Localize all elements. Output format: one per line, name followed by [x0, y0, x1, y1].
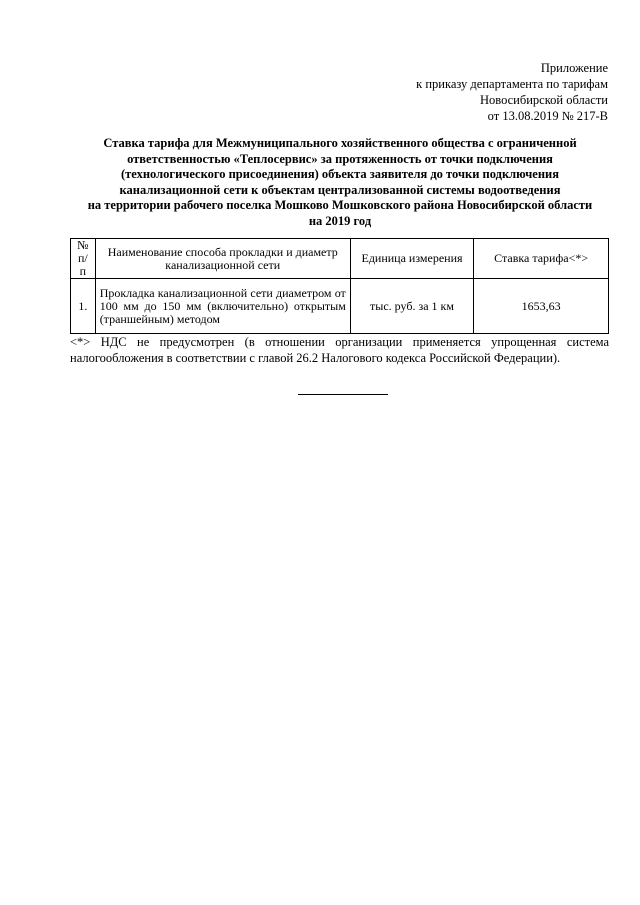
- cell-name: Прокладка канализационной сети диаметром от 100 мм до 150 мм (включительно) открытым (траншейным) методом: [95, 279, 350, 334]
- appendix-header: [308, 60, 608, 124]
- appendix-order-date: от 13.08.2019 № 217-В: [487, 109, 608, 123]
- title-line: Ставка тарифа для Межмуниципального хозяйственного общества с ограниченной: [103, 136, 577, 150]
- title-line: ответственностью «Теплосервис» за протяженность от точки подключения: [127, 151, 553, 166]
- header-unit: Единица измерения: [350, 239, 473, 279]
- tariff-table: [70, 238, 609, 334]
- appendix-line: к приказу департамента по тарифам: [416, 77, 608, 91]
- title-line: на территории рабочего поселка Мошково Мошковского района Новосибирской области: [87, 198, 593, 213]
- table-header-row: [71, 239, 609, 279]
- cell-rate: 1653,63: [474, 279, 609, 334]
- header-num: № п/п: [71, 239, 96, 279]
- appendix-line: Новосибирской области: [479, 93, 608, 107]
- title-line: (технологического присоединения) объекта заявителя до точки подключения: [121, 167, 559, 182]
- footnote: <*> НДС не предусмотрен (в отношении организации применяется упрощенная система налогообложения в соответствии с главой 26.2 Налогового кодекса Российской Федерации).: [70, 335, 609, 365]
- title-line: на 2019 год: [308, 213, 372, 228]
- cell-unit: тыс. руб. за 1 км: [350, 279, 473, 334]
- separator-line: [298, 394, 388, 395]
- header-rate: Ставка тарифа<*>: [474, 239, 609, 279]
- document-title: [60, 136, 620, 230]
- title-line: канализационной сети к объектам централизованной системы водоотведения: [119, 182, 561, 197]
- appendix-line: Приложение: [540, 61, 608, 75]
- table-row: [71, 279, 609, 334]
- header-name: Наименование способа прокладки и диаметр канализационной сети: [95, 239, 350, 279]
- cell-num: 1.: [71, 279, 96, 334]
